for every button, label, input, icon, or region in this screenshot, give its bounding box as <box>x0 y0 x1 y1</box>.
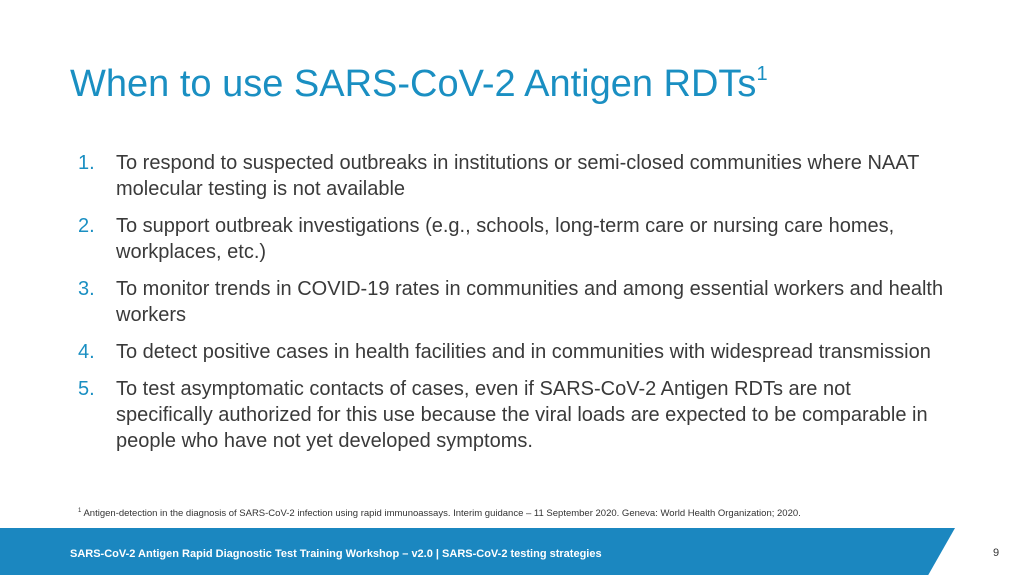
footnote <box>78 508 801 519</box>
list-item <box>78 150 948 202</box>
list-item <box>78 376 948 454</box>
numbered-list <box>78 150 948 465</box>
footnote-text: Antigen-detection in the diagnosis of SARS-CoV-2 infection using rapid immunoassays. Interim guidance – 11 September 2020. Geneva: World Health Organization; 2020. <box>83 508 801 520</box>
list-item-number: 1. <box>78 152 95 174</box>
list-item-number: 5. <box>78 378 95 400</box>
slide-title <box>70 64 768 106</box>
list-item <box>78 213 948 265</box>
list-item-number: 4. <box>78 341 95 363</box>
list-item-text: To detect positive cases in health facilities and in communities with widespread transmission <box>116 341 931 363</box>
page-number: 9 <box>992 547 1000 559</box>
list-item-text: To support outbreak investigations (e.g., schools, long-term care or nursing care homes, workplaces, etc.) <box>116 215 895 263</box>
list-item-text: To monitor trends in COVID-19 rates in communities and among essential workers and health workers <box>116 278 944 326</box>
list-item-text: To test asymptomatic contacts of cases, even if SARS-CoV-2 Antigen RDTs are not specifically authorized for this use because the viral loads are expected to be comparable in people who have not yet developed symptoms. <box>116 378 928 452</box>
list-item-number: 2. <box>78 215 95 237</box>
list-item <box>78 339 948 365</box>
slide-title-text: When to use SARS-CoV-2 Antigen RDTs <box>70 63 757 105</box>
list-item-text: To respond to suspected outbreaks in institutions or semi-closed communities where NAAT molecular testing is not available <box>116 152 919 200</box>
list-item-number: 3. <box>78 278 95 300</box>
list-item <box>78 276 948 328</box>
footnote-marker: 1 <box>78 508 82 514</box>
footer-text: SARS-CoV-2 Antigen Rapid Diagnostic Test Training Workshop – v2.0 | SARS-CoV-2 testing strategies <box>70 548 602 560</box>
title-superscript: 1 <box>756 63 768 86</box>
